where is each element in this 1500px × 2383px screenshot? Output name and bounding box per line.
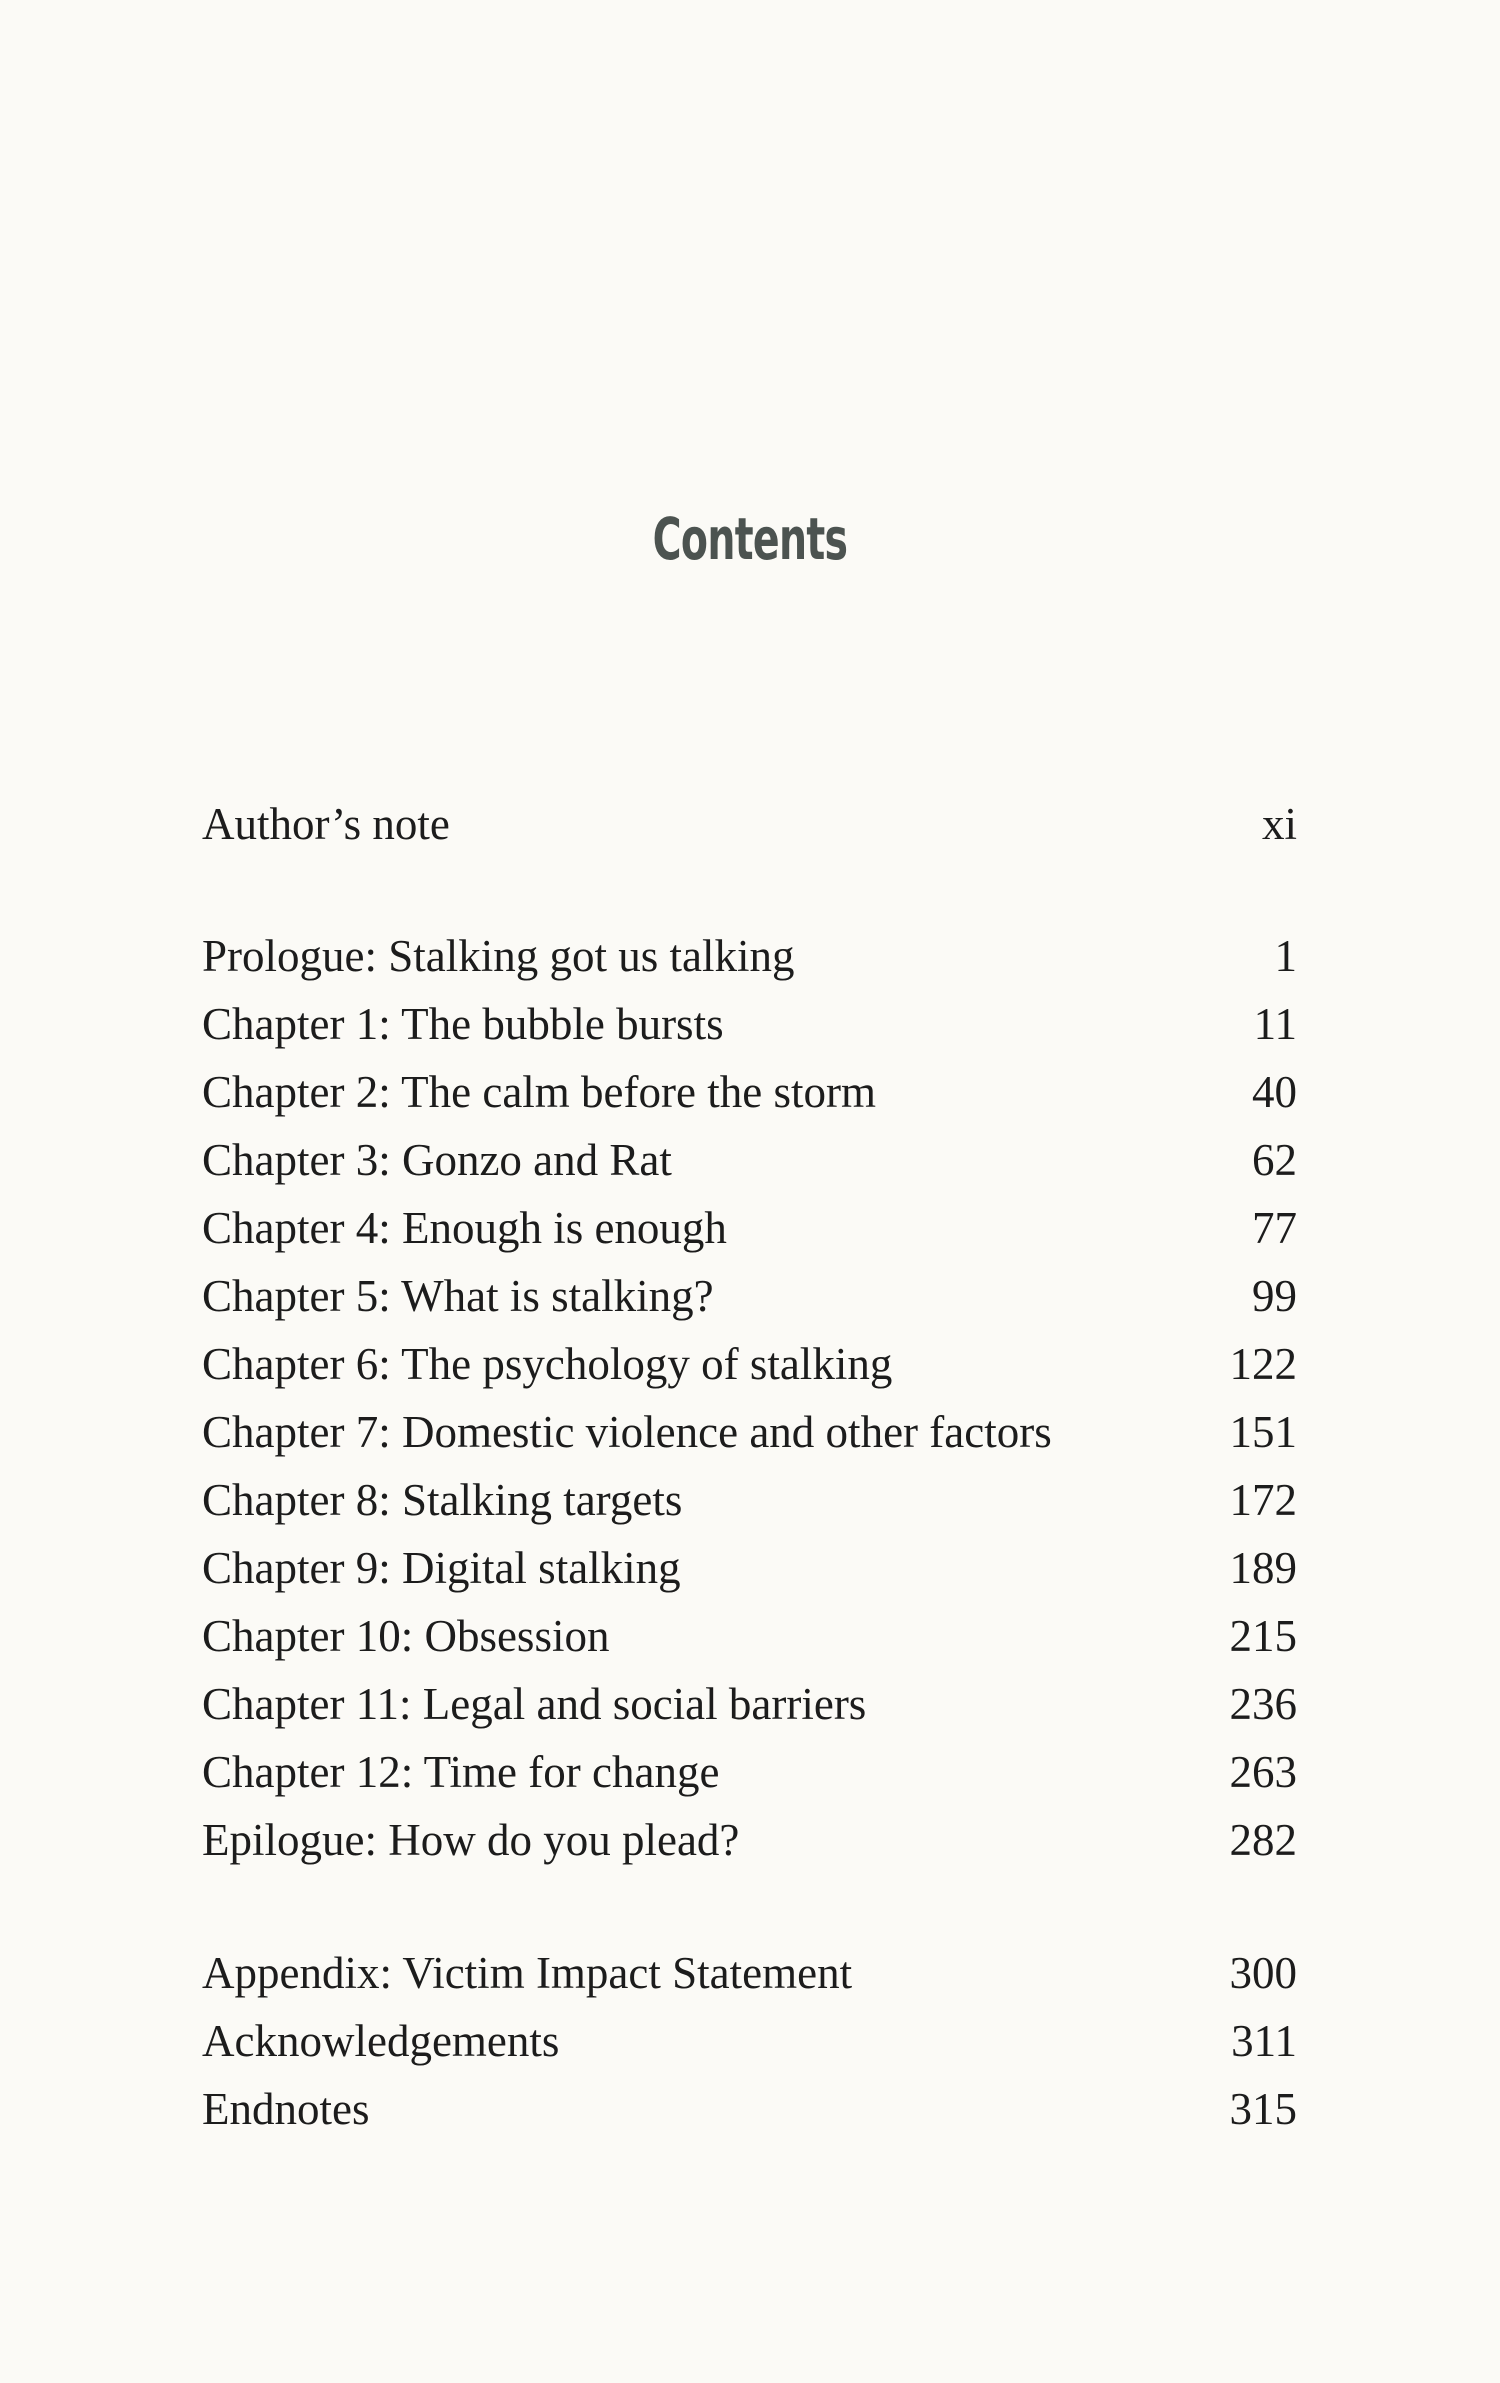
toc-entry-label: Acknowledgements	[202, 2016, 560, 2066]
toc-entry-label: Chapter 1: The bubble bursts	[202, 999, 724, 1049]
toc-entry-label: Chapter 5: What is stalking?	[202, 1271, 714, 1321]
toc-entry	[202, 2075, 1297, 2143]
page-title: Contents	[652, 505, 848, 573]
toc-entry	[202, 1602, 1297, 1670]
toc-entry	[202, 1806, 1297, 1874]
toc-group-chapters	[202, 922, 1297, 1874]
toc-group-front-matter	[202, 790, 1297, 858]
toc-entry	[202, 1466, 1297, 1534]
toc-entry	[202, 1939, 1297, 2007]
toc-entry-label: Chapter 3: Gonzo and Rat	[202, 1135, 672, 1185]
toc-entry-page: 189	[1229, 1543, 1297, 1593]
toc-entry	[202, 1670, 1297, 1738]
toc-entry-label: Chapter 8: Stalking targets	[202, 1475, 683, 1525]
toc-entry	[202, 1194, 1297, 1262]
toc-entry-label: Chapter 7: Domestic violence and other factors	[202, 1407, 1052, 1457]
toc-entry-label: Prologue: Stalking got us talking	[202, 931, 795, 981]
toc-entry-label: Chapter 6: The psychology of stalking	[202, 1339, 893, 1389]
toc-entry-label: Endnotes	[202, 2084, 370, 2134]
toc-entry-label: Chapter 11: Legal and social barriers	[202, 1679, 867, 1729]
toc-entry	[202, 1126, 1297, 1194]
toc-entry-page: 215	[1229, 1611, 1297, 1661]
toc-entry-label: Chapter 12: Time for change	[202, 1747, 720, 1797]
toc-entry-page: 122	[1229, 1339, 1297, 1389]
toc-entry	[202, 1738, 1297, 1806]
toc-entry	[202, 990, 1297, 1058]
toc-entry	[202, 1058, 1297, 1126]
toc-entry-label: Chapter 4: Enough is enough	[202, 1203, 727, 1253]
toc-entry	[202, 922, 1297, 990]
toc-entry-page: 62	[1252, 1135, 1297, 1185]
toc-entry-page: 40	[1252, 1067, 1297, 1117]
toc-entry-label: Author’s note	[202, 799, 450, 849]
toc-entry-page: 11	[1253, 999, 1297, 1049]
toc-entry	[202, 1262, 1297, 1330]
toc-entry	[202, 1534, 1297, 1602]
toc-entry-page: 1	[1274, 931, 1297, 981]
toc-entry-label: Chapter 2: The calm before the storm	[202, 1067, 876, 1117]
toc-entry-label: Chapter 9: Digital stalking	[202, 1543, 681, 1593]
toc-entry	[202, 1398, 1297, 1466]
toc-entry-page: 263	[1229, 1747, 1297, 1797]
toc-group-back-matter	[202, 1939, 1297, 2143]
toc-entry-page: 151	[1229, 1407, 1297, 1457]
toc-entry-page: 282	[1229, 1815, 1297, 1865]
toc-entry-page: 99	[1252, 1271, 1297, 1321]
toc-entry	[202, 2007, 1297, 2075]
toc-entry	[202, 1330, 1297, 1398]
toc-entry	[202, 790, 1297, 858]
toc-entry-page: 311	[1231, 2016, 1297, 2066]
toc-entry-page: 77	[1252, 1203, 1297, 1253]
toc-entry-page: 315	[1229, 2084, 1297, 2134]
toc-entry-page: 236	[1229, 1679, 1297, 1729]
toc-entry-page: 300	[1229, 1948, 1297, 1998]
toc-entry-label: Appendix: Victim Impact Statement	[202, 1948, 853, 1998]
toc-entry-label: Epilogue: How do you plead?	[202, 1815, 740, 1865]
toc-entry-page: 172	[1229, 1475, 1297, 1525]
toc-entry-page: xi	[1261, 799, 1297, 849]
toc-entry-label: Chapter 10: Obsession	[202, 1611, 610, 1661]
